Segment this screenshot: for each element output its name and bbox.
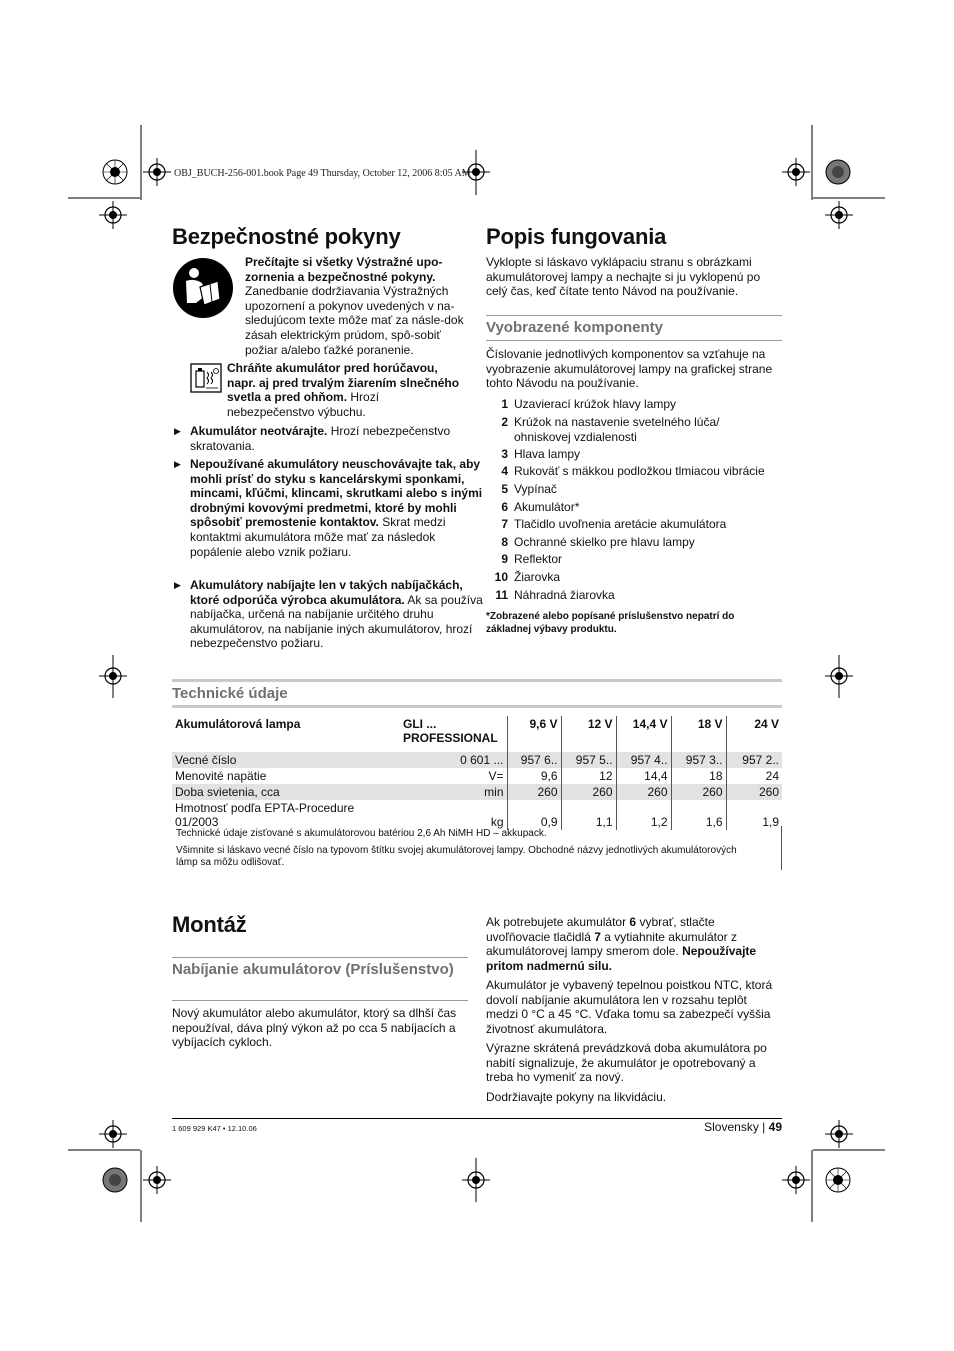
assembly-para-1: Ak potrebujete akumulátor 6 vybrať, stlačte uvoľňovacie tlačidlá 7 a vytiahnite akumulátor z akumulátorovej lampy smerom dole. Nepoužívajte pritom nadmernú silu. [486, 915, 757, 973]
component-item: 7 Tlačidlo uvoľnenia aretácie akumulátora [501, 517, 727, 531]
table-row: Hmotnosť podľa EPTA-Procedure 01/2003 kg 0,9 1,1 1,2 1,6 1,9 [172, 800, 782, 830]
assembly-para-4: Dodržiavajte pokyny na likvidáciu. [486, 1090, 667, 1104]
divider [486, 315, 782, 316]
tech-table-wrap [172, 716, 782, 830]
divider [172, 1000, 468, 1001]
components-intro: Číslovanie jednotlivých komponentov sa vzťahuje na vyobrazenie akumulátorovej lampy na grafickej strane tohto Návodu na používanie. [486, 347, 773, 391]
safety-warning-block [245, 255, 467, 357]
component-item: 11 Náhradná žiarovka [495, 588, 615, 602]
footer-separator: | [762, 1120, 766, 1134]
component-item: 6 Akumulátor* [501, 500, 580, 514]
table-row: Menovité napätie V= 9,6 12 14,4 18 24 [172, 768, 782, 784]
safety-bullet-3: ▶ Akumulátory nabíjajte len v takých nabíjačkách, ktoré odporúča výrobca akumulátora. Ak sa používa nabíjačka, určená na nabíjanie určitého druhu akumulátorov, na nabíjanie iných akumulátorov, hrozí nebezpečenstvo požiaru. [174, 578, 483, 651]
footer-page-number: 49 [768, 1120, 782, 1134]
tech-title: Technické údaje [172, 685, 288, 702]
component-item: 2 Krúžok na nastavenie svetelného lúča/ ohniskovej vzdialenosti [501, 415, 720, 444]
tech-table [172, 716, 782, 830]
heat-warning-text: Hrozí nebezpečenstvo výbuchu. [227, 390, 380, 419]
assembly-para-2: Akumulátor je vybavený tepelnou poistkou NTC, ktorá dovolí nabíjanie akumulátora len v rozsahu teplôt medzi 0 °C a 45 °C. Vďaka tomu sa zabezpečí vyššia životnosť akumulátora. [486, 978, 773, 1036]
charging-text: Nový akumulátor alebo akumulátor, ktorý sa dlhší čas nepoužíval, dáva plný výkon až po cca 5 nabíjacích a vybíjacích cykloch. [172, 1006, 457, 1050]
component-item: 4 Rukoväť s mäkkou podložkou tlmiacou vibrácie [501, 464, 765, 478]
tech-note-2: Všimnite si láskavo vecné číslo na typovom štítku svojej akumulátorovej lampy. Obchodné názvy jednotlivých akumulátorových lámp sa môžu odlišovať. [176, 845, 737, 868]
divider [172, 679, 782, 682]
book-file-info: OBJ_BUCH-256-001.book Page 49 Thursday, October 12, 2006 8:05 AM [174, 168, 471, 179]
heat-warning-block [227, 361, 465, 419]
component-item: 3 Hlava lampy [501, 447, 581, 461]
heat-warning-icon [190, 363, 222, 393]
safety-bullet-1: ▶ Akumulátor neotvárajte. Hrozí nebezpečenstvo skratovania. [174, 424, 451, 453]
component-item: 1 Uzavierací krúžok hlavy lampy [501, 397, 677, 411]
table-row: Doba svietenia, cca min 260 260 260 260 260 [172, 784, 782, 800]
safety-bullet-2: ▶ Nepoužívané akumulátory neuschovávajte tak, aby mohli prísť do styku s kancelárskymi sponkami, mincami, kľúčmi, klincami, skrutkami alebo s inými drobnými kovovými predmetmi, ktoré by mohli spôsobiť premostenie kontaktov. Skrat medzi kontaktmi akumulátora môže mať za následok popálenie alebo vznik požiaru. [174, 457, 483, 559]
component-item: 8 Ochranné skielko pre hlavu lampy [501, 535, 695, 549]
accessory-footnote: *Zobrazené alebo popísané príslušenstvo nepatrí do základnej výbavy produktu. [486, 611, 735, 635]
assembly-title: Montáž [172, 912, 247, 937]
tech-note-1: Technické údaje zisťované s akumulátorovou batériou 2,6 Ah NiMH HD – akkupack. [176, 828, 547, 839]
read-manual-icon [172, 257, 234, 319]
heat-warning-bold: Chráňte akumulátor pred horúčavou, napr. aj pred trvalým žiarením slnečného svetla a pred ohňom. [227, 361, 460, 405]
safety-warning-text: Zanedbanie dodržiavania Výstražných upozornení a pokynov uvedených v na-sledujúcom texte môže mať za násle-dok zásah elektrickým prúdom, spô-sobiť požiar a/alebo ťažké poranenie. [245, 284, 464, 357]
safety-title: Bezpečnostné pokyny [172, 224, 401, 249]
footer-language: Slovensky [704, 1120, 759, 1134]
divider [172, 705, 782, 708]
tech-table-header: Akumulátorová lampa GLI ... PROFESSIONAL 9,6 V 12 V 14,4 V 18 V 24 V [172, 716, 782, 746]
footer-rule [172, 1118, 782, 1119]
bullet-triangle-icon: ▶ [174, 459, 181, 469]
charging-title: Nabíjanie akumulátorov (Príslušenstvo) [172, 961, 454, 978]
bullet-triangle-icon: ▶ [174, 426, 181, 436]
divider [486, 340, 782, 341]
function-title: Popis fungovania [486, 224, 667, 249]
footer-code: 1 609 929 K47 • 12.10.06 [172, 1124, 257, 1133]
function-intro: Vyklopte si láskavo vyklápaciu stranu s obrázkami akumulátorovej lampy a nechajte si ju vyklopenú po celý čas, keď čítate tento Návod na používanie. [486, 255, 761, 299]
components-title: Vyobrazené komponenty [486, 319, 663, 336]
bullet-triangle-icon: ▶ [174, 580, 181, 590]
divider [172, 957, 468, 958]
component-item: 5 Vypínač [501, 482, 557, 496]
table-edge [781, 826, 782, 870]
table-row: Vecné číslo 0 601 ... 957 6.. 957 5.. 957 4.. 957 3.. 957 2.. [172, 752, 782, 768]
component-item: 9 Reflektor [501, 552, 563, 566]
safety-warning-bold: Prečítajte si všetky Výstražné upo-zornenia a bezpečnostné pokyny. [245, 255, 443, 284]
component-item: 10 Žiarovka [494, 570, 561, 584]
footer-page-label [640, 1120, 782, 1134]
assembly-para-3: Výrazne skrátená prevádzková doba akumulátora po nabití signalizuje, že akumulátor je opotrebovaný a treba ho vymeniť za nový. [486, 1041, 767, 1085]
